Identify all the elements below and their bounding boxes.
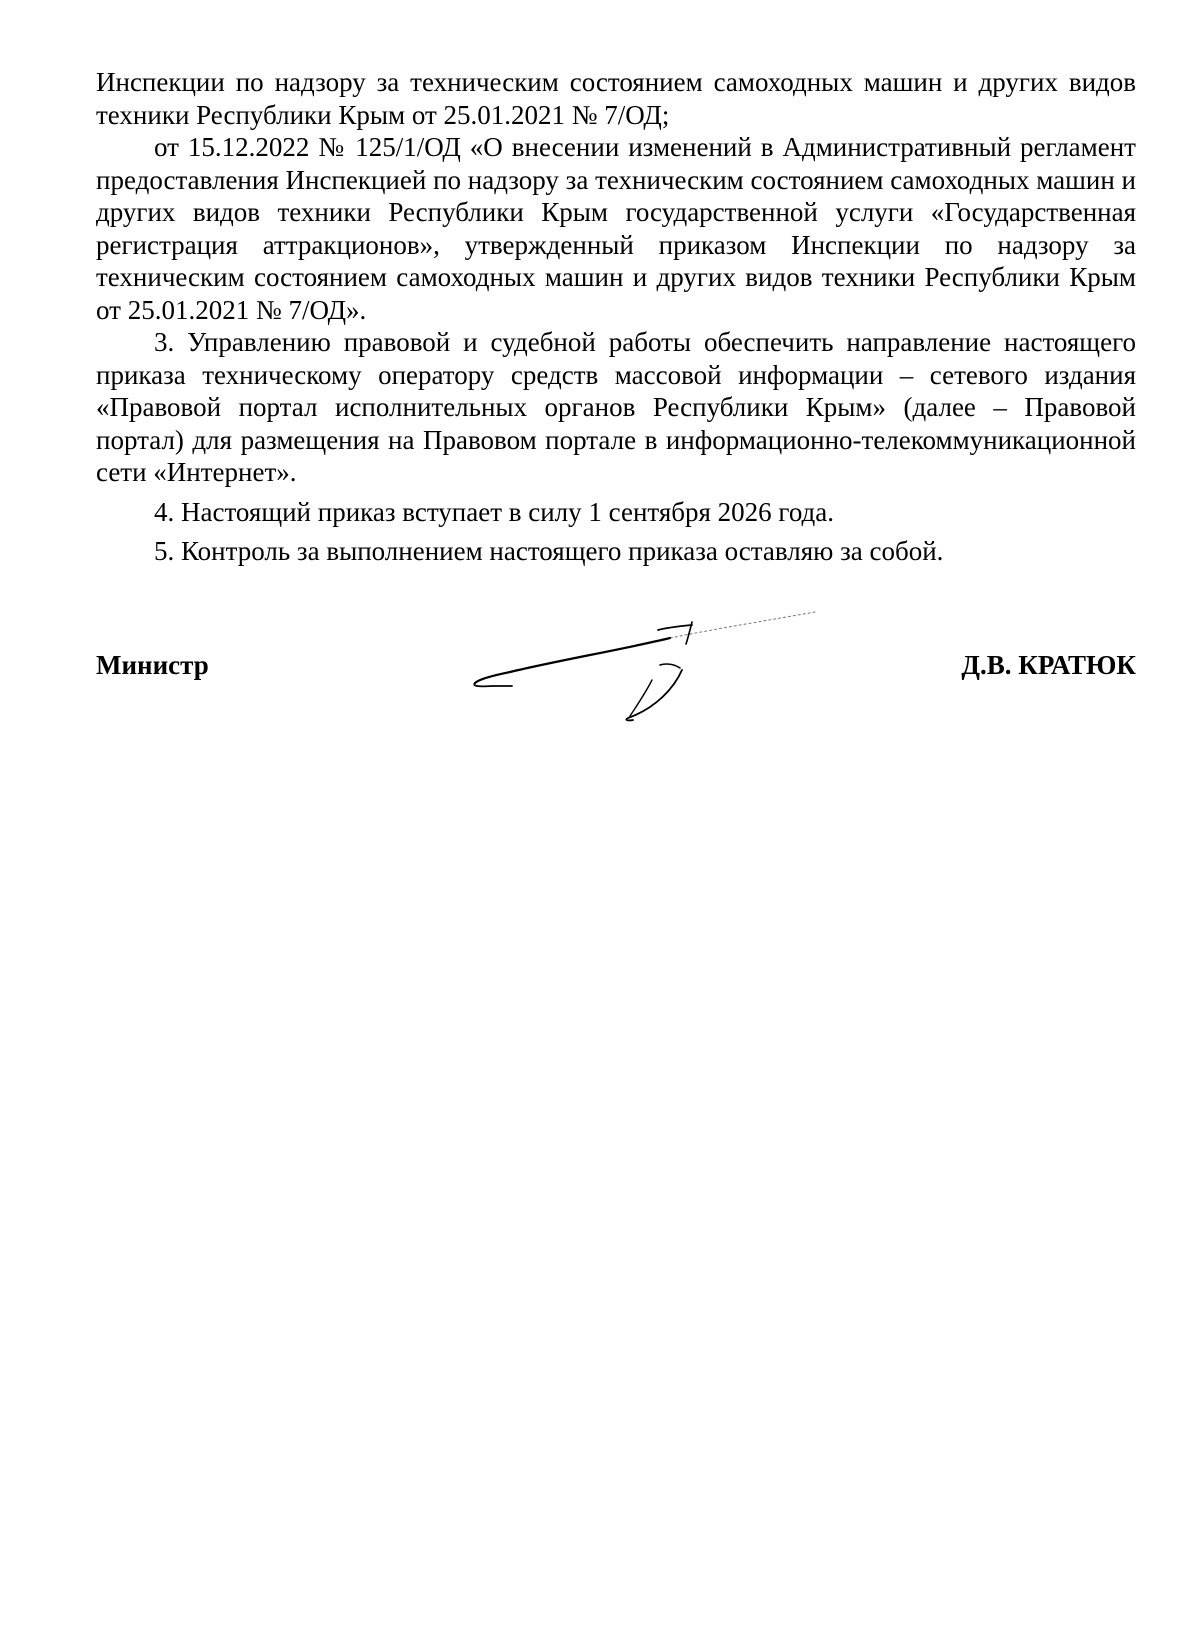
paragraph-continuation: Инспекции по надзору за техническим состоянием самоходных машин и других видов техники Республики Крым от 25.01.2021 № 7/ОД; [96, 67, 1136, 130]
paragraph-item-5: 5. Контроль за выполнением настоящего приказа оставляю за собой. [154, 536, 944, 566]
signer-name: Д.В. КРАТЮК [961, 650, 1136, 680]
handwritten-signature-icon [470, 600, 890, 760]
position-title: Министр [96, 650, 209, 680]
document-body [96, 66, 1136, 568]
paragraph-item-4: 4. Настоящий приказ вступает в силу 1 сентября 2026 года. [154, 496, 835, 527]
paragraph-item-3: 3. Управлению правовой и судебной работы обеспечить направление настоящего приказа техническому оператору средств массовой информации – сетевого издания «Правовой портал исполнительных органов Республики Крым» (далее – Правовой портал) для размещения на Правовом портале в информационно-телекоммуникационной сети «Интернет». [96, 327, 1136, 487]
paragraph-amendment-item: от 15.12.2022 № 125/1/ОД «О внесении изменений в Административный регламент предоставления Инспекцией по надзору за техническим состоянием самоходных машин и других видов техники Республики Крым государственной услуги «Государственная регистрация аттракционов», утвержденный приказом Инспекции по надзору за техническим состоянием самоходных машин и других видов техники Республики Крым от 25.01.2021 № 7/ОД». [96, 132, 1136, 325]
